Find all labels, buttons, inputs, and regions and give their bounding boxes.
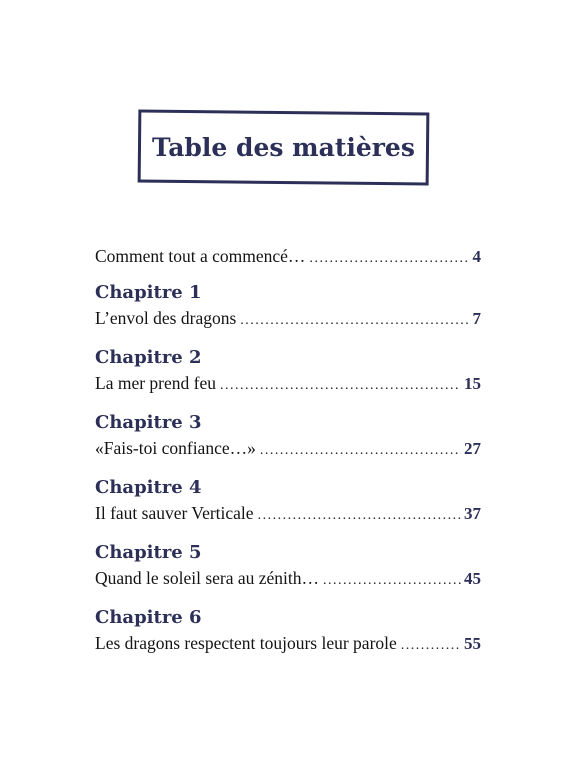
toc-page-number: 55: [464, 634, 481, 653]
chapter-block-1: [95, 281, 481, 331]
toc-entry-chapter-4[interactable]: [95, 500, 481, 526]
toc-entry-chapter-2[interactable]: [95, 370, 481, 396]
toc-entry-chapter-6[interactable]: [95, 630, 481, 656]
chapter-block-4: [95, 476, 481, 526]
dot-leader: [309, 246, 469, 272]
chapter-label: Chapitre 1: [95, 282, 202, 303]
dot-leader: [240, 308, 469, 334]
page-title: Table des matières: [152, 132, 415, 162]
toc-entry-chapter-1[interactable]: [95, 305, 481, 331]
toc-entry-title: La mer prend feu: [95, 373, 216, 393]
dot-leader: [220, 373, 461, 399]
chapter-block-2: [95, 346, 481, 396]
title-frame: [138, 109, 430, 185]
dot-leader: [323, 568, 461, 594]
toc-entry-title: Il faut sauver Verticale: [95, 503, 254, 523]
toc-entry-chapter-3[interactable]: [95, 435, 481, 461]
chapter-block-3: [95, 411, 481, 461]
toc-entry-title: Quand le soleil sera au zénith…: [95, 568, 320, 588]
chapter-label: Chapitre 4: [95, 477, 202, 498]
dot-leader: [260, 438, 461, 464]
toc-page-number: 37: [464, 504, 481, 523]
table-of-contents: [95, 243, 481, 671]
chapter-label: Chapitre 2: [95, 347, 202, 368]
chapter-label: Chapitre 6: [95, 607, 202, 628]
toc-page-number: 15: [464, 374, 481, 393]
dot-leader: [258, 503, 461, 529]
chapter-label: Chapitre 5: [95, 542, 202, 563]
dot-leader: [401, 633, 461, 659]
toc-entry-title: L’envol des dragons: [95, 308, 237, 328]
toc-page-number: 27: [464, 439, 481, 458]
toc-entry-intro[interactable]: [95, 243, 481, 269]
toc-page-number: 7: [472, 309, 481, 328]
toc-page-number: 4: [472, 247, 481, 266]
toc-entry-title: Comment tout a commencé…: [95, 246, 306, 266]
chapter-block-6: [95, 606, 481, 656]
toc-entry-title: Les dragons respectent toujours leur parole: [95, 633, 397, 653]
toc-entry-chapter-5[interactable]: [95, 565, 481, 591]
toc-entry-title: «Fais-toi confiance…»: [95, 438, 256, 458]
chapter-label: Chapitre 3: [95, 412, 202, 433]
chapter-block-5: [95, 541, 481, 591]
toc-page-number: 45: [464, 569, 481, 588]
